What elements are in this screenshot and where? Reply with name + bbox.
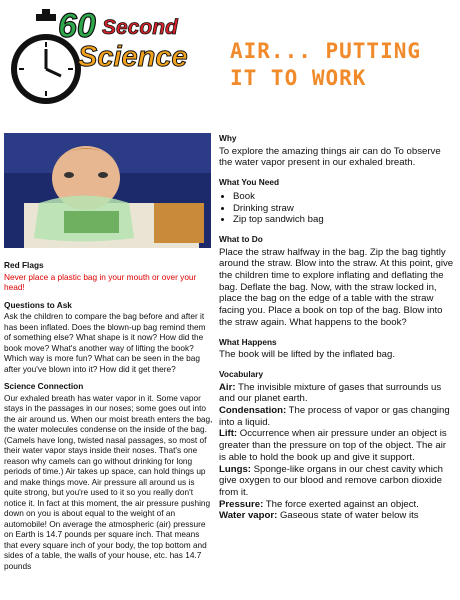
what-you-need-heading: What You Need [219,177,280,188]
page-title [230,38,455,92]
list-item: • Book [233,191,455,203]
title-line-2: IT TO WORK [230,66,367,90]
sixty-second-science-logo [6,4,198,116]
vocab-definition: Gaseous state of water below its [277,510,419,522]
what-to-do-text: Place the straw halfway in the bag. Zip the bag tightly around the straw. Blow into the straw. At this point, give the children time to explore inflating and deflating the bag. Deflate the bag. Now, with the straw locked in, place the bag on the edge of a table with the straw facing you. Place a book on top of the bag. Blow into the straw again. What happens to the book? [219,246,454,328]
science-connection-heading: Science Connection [4,381,84,391]
why-text: To explore the amazing things air can do To observe the water vapor present in our exhaled breath. [219,145,441,169]
vocab-entry [219,499,455,511]
logo-number: 60 [58,7,96,45]
vocab-term: Air: [219,381,236,393]
left-column [4,260,214,578]
vocab-term: Condensation: [219,405,287,417]
vocab-definition: The force exerted against an object. [263,498,419,510]
why-heading: Why [219,133,237,143]
logo-word-second: Second [102,16,178,39]
vocab-entry [219,510,455,522]
red-flags-text: Never place a plastic bag in your mouth or over your head! [4,271,197,292]
vocab-definition: Sponge-like organs in our chest cavity which give oxygen to our blood and remove carbon dioxide from it. [219,463,443,498]
questions-heading: Questions to Ask [4,299,72,310]
stopwatch-crown-icon [36,14,56,21]
vocab-definition: The process of vapor or gas changing into a liquid. [219,405,450,428]
what-to-do-heading: What to Do [219,233,263,244]
stopwatch-button-icon [42,9,50,15]
vocab-definition: The invisible mixture of gases that surrounds us and our planet earth. [219,381,442,405]
vocab-definition: Occurrence when air pressure under an object is greater than the pressure on top of the object. The air is able to hold the book up and give it support. [219,428,447,463]
right-column [219,133,455,522]
vocab-term: Lift: [219,428,238,440]
questions-text: Ask the children to compare the bag before and after it has been inflated. Does the blown-up bag remind them of something else? What shape is it now? How did the book move? What's another way of lifting the book? Which way is more fun? What can be seen in the bag after you've blown into it? How did it get there? [4,311,206,374]
vocabulary-list [219,382,455,522]
vocab-entry [219,464,455,499]
vocab-term: Pressure: [219,498,264,510]
materials-list [219,191,455,226]
vocab-entry [219,428,455,463]
list-item: • Drinking straw [233,203,455,215]
vocab-entry [219,382,455,405]
science-connection-text: Our exhaled breath has water vapor in it. Some vapor stays in the passages in our noses; some goes out into the air around us. When our moist breath enters the bag, the water molecules condense on the inside of the bag. (Camels have long, twisted nasal passages, so most of their water vapor stays inside their noses. That's one reason why camels can go without drinking for long periods of time.) Air takes up space, can hold things up and make things move. Air pressure all around us is quite strong, but you're used to it so you really don't notice it. In fact at this moment, the air pressure pushing down on you is about equal to the weight of an automobile! On average the atmospheric (air) pressure on Earth is 14.7 pounds per square inch. That means that every square inch of your body, the top bottom and sides of a table, the walls of your house, etc. has 14.7 pounds [4,392,213,571]
logo-word-science: Science [78,41,188,73]
red-flags-heading: Red Flags [4,260,44,270]
vocab-term: Lungs: [219,463,251,475]
title-line-1: AIR... PUTTING [230,39,422,63]
what-happens-heading: What Happens [219,336,277,347]
list-item: • Zip top sandwich bag [233,214,455,226]
what-happens-text: The book will be lifted by the inflated bag. [219,349,395,361]
vocab-entry [219,405,455,428]
vocabulary-heading: Vocabulary [219,368,264,379]
vocab-term: Water vapor: [219,510,278,522]
child-blowing-bag-photo [4,133,211,248]
